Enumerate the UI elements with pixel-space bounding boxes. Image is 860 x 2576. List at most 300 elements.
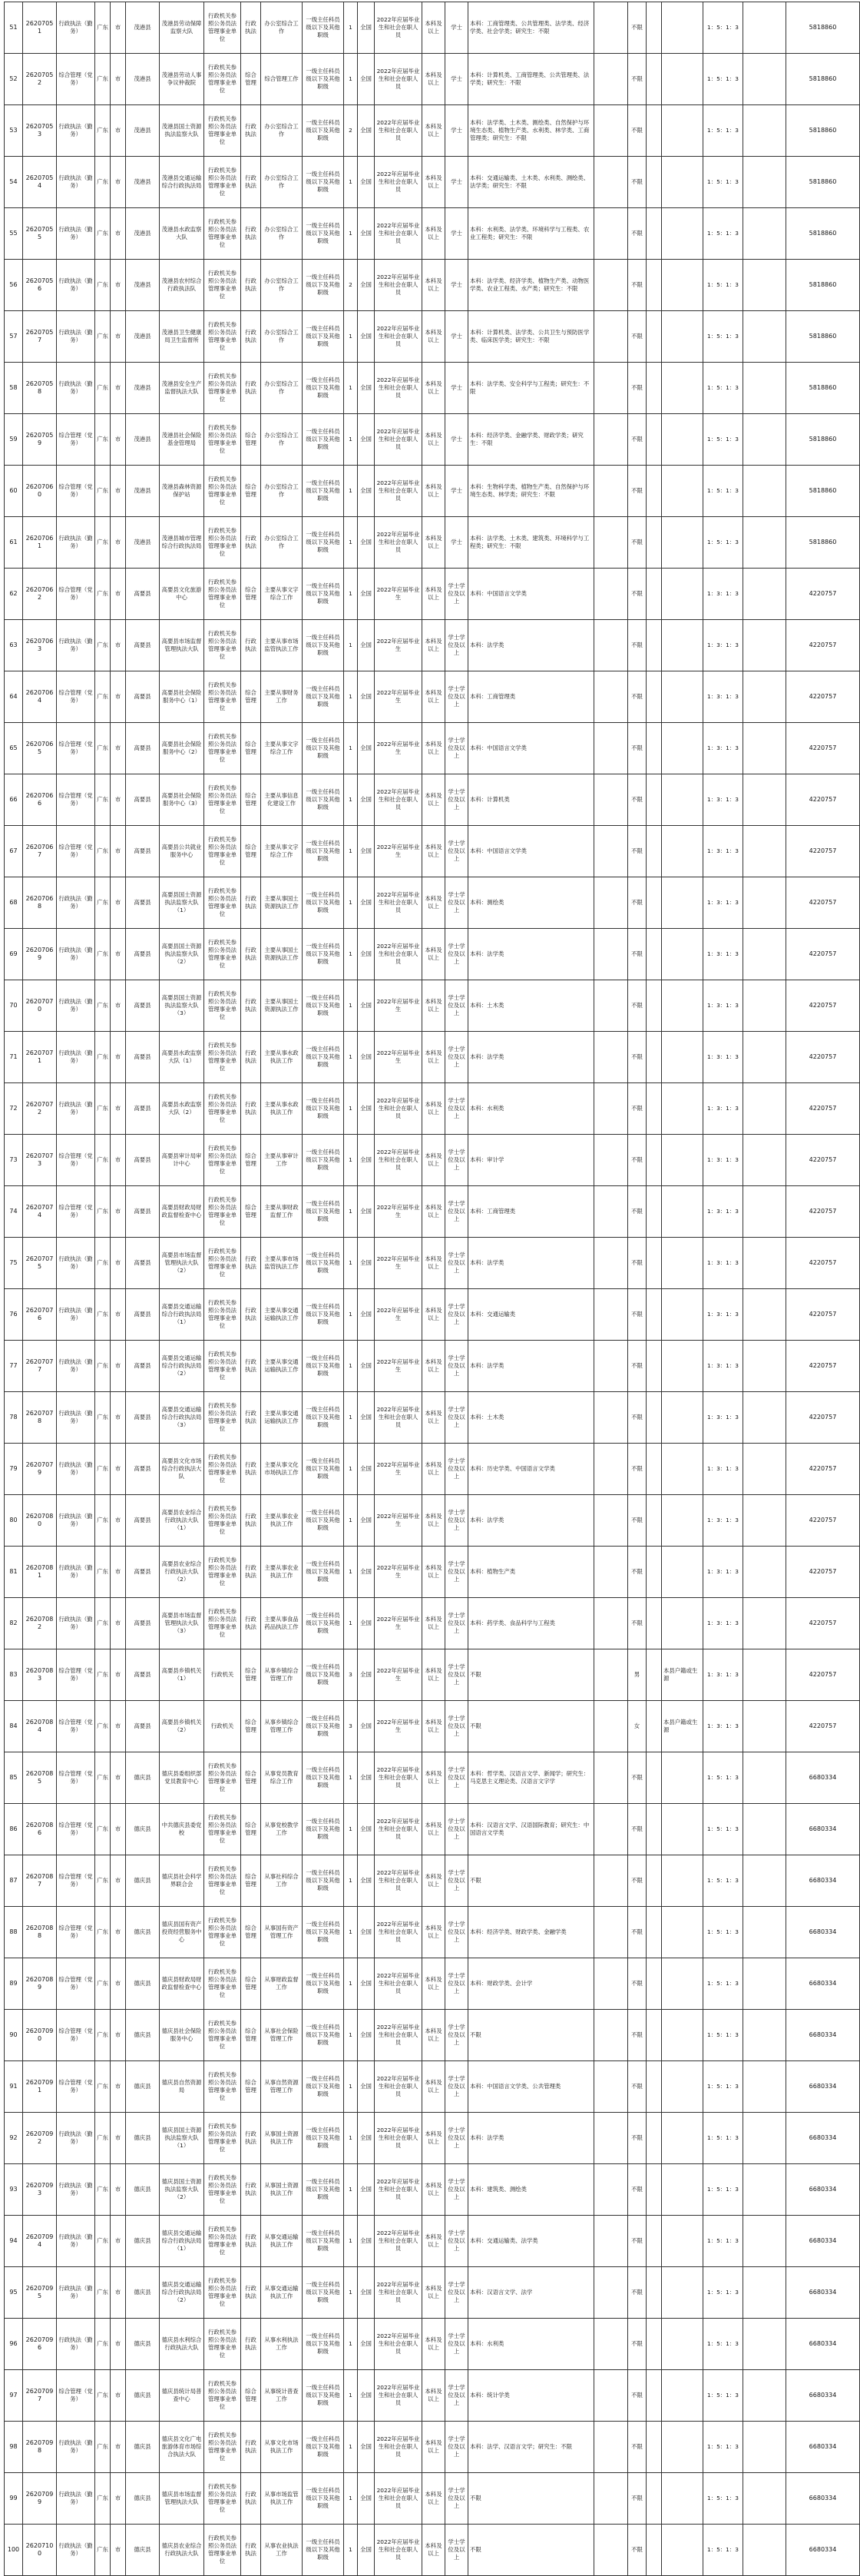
cell-recruit-scope: 全国 bbox=[358, 826, 375, 877]
cell-post-duties: 主要从事审计工作 bbox=[261, 1135, 303, 1186]
cell-other-requirement bbox=[594, 569, 628, 620]
cell-province: 广东 bbox=[95, 2010, 111, 2061]
cell-applicant-source: 2022年应届毕业生 bbox=[375, 1701, 422, 1752]
table-row bbox=[5, 2010, 860, 2061]
cell-post-duties: 主要从事财务工作 bbox=[261, 671, 303, 723]
cell-degree: 学士学位及以上 bbox=[445, 1289, 468, 1341]
cell-headcount: 1 bbox=[344, 877, 358, 929]
cell-post-duties: 从事乡镇综合管理工作 bbox=[261, 1701, 303, 1752]
cell-employer: 茂港县国土资源执法监察大队 bbox=[160, 105, 204, 157]
cell-age bbox=[647, 2061, 662, 2113]
cell-education: 本科及以上 bbox=[422, 1958, 445, 2010]
table-row bbox=[5, 2370, 860, 2422]
cell-headcount: 1 bbox=[344, 2164, 358, 2216]
table-row bbox=[5, 1135, 860, 1186]
cell-row-index: 73 bbox=[5, 1135, 23, 1186]
cell-row-index: 78 bbox=[5, 1392, 23, 1444]
cell-major-requirement: 不限 bbox=[468, 2525, 594, 2576]
cell-extra-note bbox=[743, 260, 786, 311]
cell-note bbox=[662, 414, 703, 466]
cell-post-type: 行政执法 bbox=[241, 311, 261, 363]
cell-post-duties: 主要从事水政执法工作 bbox=[261, 1083, 303, 1135]
cell-other-requirement bbox=[594, 2010, 628, 2061]
cell-post-type: 行政执法 bbox=[241, 363, 261, 414]
cell-gender: 不限 bbox=[628, 2010, 647, 2061]
cell-other-requirement bbox=[594, 1238, 628, 1289]
cell-post-duties: 从事党校教学工作 bbox=[261, 1804, 303, 1855]
cell-headcount: 1 bbox=[344, 671, 358, 723]
cell-degree: 学士 bbox=[445, 517, 468, 569]
cell-post-rank: 一级主任科员级以下及其他职级 bbox=[303, 774, 344, 826]
cell-note bbox=[662, 569, 703, 620]
cell-major-requirement: 本科：汉语言文学、法学 bbox=[468, 2267, 594, 2319]
table-row bbox=[5, 311, 860, 363]
cell-county: 德庆县 bbox=[126, 1752, 160, 1804]
cell-post-duties: 办公室综合工作 bbox=[261, 157, 303, 208]
cell-major-requirement: 本科：法学类 bbox=[468, 1495, 594, 1547]
cell-post-category: 行政执法（勤务） bbox=[57, 2113, 95, 2164]
cell-post-type: 综合管理 bbox=[241, 1855, 261, 1907]
cell-level: 市 bbox=[111, 1598, 126, 1649]
cell-exam-ratio: 1：3：1：3 bbox=[703, 1289, 743, 1341]
cell-recruit-scope: 全国 bbox=[358, 1649, 375, 1701]
cell-post-duties: 主要从事文化市场执法工作 bbox=[261, 1444, 303, 1495]
cell-note bbox=[662, 1495, 703, 1547]
cell-post-duties: 主要从事国土资源执法工作 bbox=[261, 980, 303, 1032]
cell-degree: 学士学位及以上 bbox=[445, 1855, 468, 1907]
cell-other-requirement bbox=[594, 2422, 628, 2473]
cell-employer: 高要县文化市场综合行政执法大队 bbox=[160, 1444, 204, 1495]
cell-headcount: 1 bbox=[344, 1855, 358, 1907]
cell-post-type: 行政执法 bbox=[241, 2164, 261, 2216]
cell-major-requirement: 本科：经济学类、财政学类、金融学类 bbox=[468, 1907, 594, 1958]
cell-post-code: 26207100 bbox=[23, 2525, 57, 2576]
cell-major-requirement: 本科：中国语言文学类、公共管理类 bbox=[468, 2061, 594, 2113]
cell-applicant-source: 2022年应届毕业生和社会在职人员 bbox=[375, 877, 422, 929]
cell-age bbox=[647, 2, 662, 54]
cell-headcount: 1 bbox=[344, 1135, 358, 1186]
cell-headcount: 1 bbox=[344, 54, 358, 105]
cell-extra-note bbox=[743, 1495, 786, 1547]
cell-contact-phone: 4220757 bbox=[786, 1289, 860, 1341]
cell-other-requirement bbox=[594, 2319, 628, 2370]
cell-extra-note bbox=[743, 1083, 786, 1135]
cell-education: 本科及以上 bbox=[422, 1083, 445, 1135]
cell-row-index: 75 bbox=[5, 1238, 23, 1289]
cell-major-requirement: 本科：法学类、土木类、测绘类、自然保护与环境生态类、植物生产类、水利类、林学类、工商管理类；研究生：不限 bbox=[468, 105, 594, 157]
cell-row-index: 70 bbox=[5, 980, 23, 1032]
cell-province: 广东 bbox=[95, 1701, 111, 1752]
cell-recruit-scope: 全国 bbox=[358, 208, 375, 260]
cell-post-code: 26207064 bbox=[23, 671, 57, 723]
cell-headcount: 1 bbox=[344, 1958, 358, 2010]
cell-note bbox=[662, 1598, 703, 1649]
cell-post-duties: 办公室综合工作 bbox=[261, 363, 303, 414]
cell-contact-phone: 4220757 bbox=[786, 1135, 860, 1186]
cell-extra-note bbox=[743, 2525, 786, 2576]
cell-recruit-scope: 全国 bbox=[358, 1392, 375, 1444]
cell-headcount: 1 bbox=[344, 1752, 358, 1804]
cell-contact-phone: 4220757 bbox=[786, 980, 860, 1032]
cell-age bbox=[647, 1958, 662, 2010]
cell-gender: 不限 bbox=[628, 1135, 647, 1186]
cell-contact-phone: 5818860 bbox=[786, 208, 860, 260]
cell-age bbox=[647, 774, 662, 826]
cell-applicant-source: 2022年应届毕业生和社会在职人员 bbox=[375, 1083, 422, 1135]
cell-post-rank: 一级主任科员级以下及其他职级 bbox=[303, 2319, 344, 2370]
cell-post-duties: 从事财政监督工作 bbox=[261, 1958, 303, 2010]
cell-age bbox=[647, 1804, 662, 1855]
cell-post-rank: 一级主任科员级以下及其他职级 bbox=[303, 1392, 344, 1444]
cell-extra-note bbox=[743, 2061, 786, 2113]
cell-contact-phone: 6680334 bbox=[786, 1752, 860, 1804]
cell-contact-phone: 6680334 bbox=[786, 2010, 860, 2061]
cell-applicant-source: 2022年应届毕业生 bbox=[375, 1444, 422, 1495]
cell-note bbox=[662, 157, 703, 208]
cell-row-index: 92 bbox=[5, 2113, 23, 2164]
cell-exam-ratio: 1：3：1：3 bbox=[703, 774, 743, 826]
cell-note bbox=[662, 774, 703, 826]
cell-post-rank: 一级主任科员级以下及其他职级 bbox=[303, 2473, 344, 2525]
cell-contact-phone: 6680334 bbox=[786, 2061, 860, 2113]
cell-exam-ratio: 1：5：1：3 bbox=[703, 2, 743, 54]
cell-degree: 学士 bbox=[445, 466, 468, 517]
cell-gender: 不限 bbox=[628, 1598, 647, 1649]
cell-degree: 学士学位及以上 bbox=[445, 1392, 468, 1444]
cell-extra-note bbox=[743, 826, 786, 877]
cell-employer: 茂港县交通运输综合行政执法局 bbox=[160, 157, 204, 208]
cell-level: 市 bbox=[111, 2525, 126, 2576]
cell-other-requirement bbox=[594, 2525, 628, 2576]
cell-employer: 高要县水政监察大队（1） bbox=[160, 1032, 204, 1083]
cell-employer-type: 行政机关参照公务员法管理事业单位 bbox=[204, 1752, 241, 1804]
cell-employer-type: 行政机关参照公务员法管理事业单位 bbox=[204, 1855, 241, 1907]
cell-row-index: 95 bbox=[5, 2267, 23, 2319]
cell-note bbox=[662, 2267, 703, 2319]
cell-degree: 学士学位及以上 bbox=[445, 826, 468, 877]
cell-employer: 德庆县市场监督管理执法大队 bbox=[160, 2473, 204, 2525]
cell-row-index: 100 bbox=[5, 2525, 23, 2576]
cell-exam-ratio: 1：3：1：3 bbox=[703, 1649, 743, 1701]
cell-province: 广东 bbox=[95, 1392, 111, 1444]
cell-major-requirement: 本科：计算机类 bbox=[468, 774, 594, 826]
cell-major-requirement: 本科：历史学类、中国语言文学类 bbox=[468, 1444, 594, 1495]
cell-post-duties: 办公室综合工作 bbox=[261, 414, 303, 466]
table-row bbox=[5, 2061, 860, 2113]
cell-post-type: 综合管理 bbox=[241, 414, 261, 466]
cell-recruit-scope: 全国 bbox=[358, 1444, 375, 1495]
cell-post-code: 26207058 bbox=[23, 363, 57, 414]
cell-exam-ratio: 1：3：1：3 bbox=[703, 1032, 743, 1083]
cell-extra-note bbox=[743, 517, 786, 569]
cell-major-requirement: 本科：水利类 bbox=[468, 1083, 594, 1135]
cell-applicant-source: 2022年应届毕业生 bbox=[375, 1186, 422, 1238]
cell-post-category: 行政执法（勤务） bbox=[57, 1289, 95, 1341]
cell-level: 市 bbox=[111, 414, 126, 466]
cell-recruit-scope: 全国 bbox=[358, 1804, 375, 1855]
cell-note bbox=[662, 1032, 703, 1083]
cell-recruit-scope: 全国 bbox=[358, 54, 375, 105]
cell-gender: 不限 bbox=[628, 2113, 647, 2164]
cell-applicant-source: 2022年应届毕业生和社会在职人员 bbox=[375, 2267, 422, 2319]
cell-recruit-scope: 全国 bbox=[358, 363, 375, 414]
cell-gender: 不限 bbox=[628, 877, 647, 929]
cell-recruit-scope: 全国 bbox=[358, 1598, 375, 1649]
cell-gender: 不限 bbox=[628, 260, 647, 311]
cell-degree: 学士学位及以上 bbox=[445, 2422, 468, 2473]
cell-other-requirement bbox=[594, 1135, 628, 1186]
cell-education: 本科及以上 bbox=[422, 260, 445, 311]
cell-gender: 不限 bbox=[628, 2473, 647, 2525]
cell-applicant-source: 2022年应届毕业生 bbox=[375, 1598, 422, 1649]
cell-gender: 不限 bbox=[628, 1444, 647, 1495]
cell-degree: 学士学位及以上 bbox=[445, 1649, 468, 1701]
cell-gender: 不限 bbox=[628, 1804, 647, 1855]
cell-applicant-source: 2022年应届毕业生 bbox=[375, 1547, 422, 1598]
cell-degree: 学士 bbox=[445, 208, 468, 260]
table-row bbox=[5, 2, 860, 54]
cell-gender: 不限 bbox=[628, 929, 647, 980]
table-row bbox=[5, 723, 860, 774]
cell-employer: 茂港县农村综合行政执法队 bbox=[160, 260, 204, 311]
cell-level: 市 bbox=[111, 54, 126, 105]
table-row bbox=[5, 2422, 860, 2473]
cell-post-type: 行政执法 bbox=[241, 620, 261, 671]
cell-level: 市 bbox=[111, 2422, 126, 2473]
cell-county: 德庆县 bbox=[126, 1907, 160, 1958]
cell-exam-ratio: 1：3：1：3 bbox=[703, 1701, 743, 1752]
cell-gender: 不限 bbox=[628, 2164, 647, 2216]
cell-age bbox=[647, 208, 662, 260]
cell-post-type: 综合管理 bbox=[241, 1135, 261, 1186]
cell-employer-type: 行政机关参照公务员法管理事业单位 bbox=[204, 826, 241, 877]
cell-post-duties: 主要从事文字综合工作 bbox=[261, 723, 303, 774]
cell-contact-phone: 5818860 bbox=[786, 414, 860, 466]
cell-employer: 高要县农业综合行政执法大队（1） bbox=[160, 1495, 204, 1547]
cell-other-requirement bbox=[594, 1958, 628, 2010]
cell-employer: 德庆县社会保险服务中心 bbox=[160, 2010, 204, 2061]
cell-recruit-scope: 全国 bbox=[358, 2319, 375, 2370]
cell-headcount: 1 bbox=[344, 466, 358, 517]
cell-extra-note bbox=[743, 363, 786, 414]
cell-other-requirement bbox=[594, 1392, 628, 1444]
cell-employer-type: 行政机关参照公务员法管理事业单位 bbox=[204, 260, 241, 311]
cell-exam-ratio: 1：5：1：3 bbox=[703, 2216, 743, 2267]
cell-headcount: 1 bbox=[344, 363, 358, 414]
cell-post-category: 综合管理（党务） bbox=[57, 774, 95, 826]
cell-row-index: 54 bbox=[5, 157, 23, 208]
cell-extra-note bbox=[743, 671, 786, 723]
cell-exam-ratio: 1：5：1：3 bbox=[703, 311, 743, 363]
cell-post-category: 综合管理（党务） bbox=[57, 1701, 95, 1752]
table-row bbox=[5, 1083, 860, 1135]
cell-post-category: 综合管理（党务） bbox=[57, 2370, 95, 2422]
cell-contact-phone: 4220757 bbox=[786, 929, 860, 980]
cell-post-type: 综合管理 bbox=[241, 723, 261, 774]
cell-post-rank: 一级主任科员级以下及其他职级 bbox=[303, 1495, 344, 1547]
cell-post-duties: 从事市场监管执法工作 bbox=[261, 2473, 303, 2525]
cell-post-code: 26207087 bbox=[23, 1855, 57, 1907]
cell-employer: 高要县社会保险服务中心（1） bbox=[160, 671, 204, 723]
cell-employer: 茂港县卫生健康局卫生监督所 bbox=[160, 311, 204, 363]
cell-other-requirement bbox=[594, 517, 628, 569]
cell-post-rank: 一级主任科员级以下及其他职级 bbox=[303, 2422, 344, 2473]
cell-province: 广东 bbox=[95, 1289, 111, 1341]
cell-county: 德庆县 bbox=[126, 2061, 160, 2113]
cell-degree: 学士学位及以上 bbox=[445, 980, 468, 1032]
cell-contact-phone: 4220757 bbox=[786, 1701, 860, 1752]
cell-other-requirement bbox=[594, 1598, 628, 1649]
cell-note bbox=[662, 2319, 703, 2370]
cell-age bbox=[647, 1907, 662, 1958]
cell-other-requirement bbox=[594, 2113, 628, 2164]
cell-gender: 不限 bbox=[628, 208, 647, 260]
cell-employer-type: 行政机关参照公务员法管理事业单位 bbox=[204, 2061, 241, 2113]
cell-contact-phone: 6680334 bbox=[786, 2473, 860, 2525]
cell-age bbox=[647, 105, 662, 157]
cell-note bbox=[662, 980, 703, 1032]
cell-major-requirement: 本科：交通运输类 bbox=[468, 1289, 594, 1341]
cell-post-type: 综合管理 bbox=[241, 1649, 261, 1701]
cell-recruit-scope: 全国 bbox=[358, 1701, 375, 1752]
cell-recruit-scope: 全国 bbox=[358, 1341, 375, 1392]
cell-exam-ratio: 1：5：1：3 bbox=[703, 157, 743, 208]
cell-extra-note bbox=[743, 414, 786, 466]
cell-employer: 茂港县劳动人事争议仲裁院 bbox=[160, 54, 204, 105]
cell-post-rank: 一级主任科员级以下及其他职级 bbox=[303, 2010, 344, 2061]
cell-post-category: 综合管理（党务） bbox=[57, 466, 95, 517]
cell-post-rank: 一级主任科员级以下及其他职级 bbox=[303, 2216, 344, 2267]
cell-gender: 不限 bbox=[628, 1907, 647, 1958]
cell-other-requirement bbox=[594, 1444, 628, 1495]
cell-row-index: 71 bbox=[5, 1032, 23, 1083]
cell-province: 广东 bbox=[95, 54, 111, 105]
cell-post-category: 行政执法（勤务） bbox=[57, 929, 95, 980]
cell-applicant-source: 2022年应届毕业生 bbox=[375, 1238, 422, 1289]
cell-row-index: 79 bbox=[5, 1444, 23, 1495]
cell-age bbox=[647, 1701, 662, 1752]
cell-other-requirement bbox=[594, 620, 628, 671]
cell-post-duties: 主要从事市场监管执法工作 bbox=[261, 620, 303, 671]
table-row bbox=[5, 1186, 860, 1238]
cell-post-rank: 一级主任科员级以下及其他职级 bbox=[303, 363, 344, 414]
cell-post-category: 综合管理（党务） bbox=[57, 1958, 95, 2010]
cell-post-type: 行政执法 bbox=[241, 1495, 261, 1547]
cell-level: 市 bbox=[111, 929, 126, 980]
cell-post-duties: 主要从事交通运输执法工作 bbox=[261, 1289, 303, 1341]
cell-exam-ratio: 1：5：1：3 bbox=[703, 1752, 743, 1804]
cell-province: 广东 bbox=[95, 105, 111, 157]
cell-other-requirement bbox=[594, 1649, 628, 1701]
cell-province: 广东 bbox=[95, 1958, 111, 2010]
cell-headcount: 1 bbox=[344, 208, 358, 260]
cell-major-requirement: 不限 bbox=[468, 1701, 594, 1752]
cell-extra-note bbox=[743, 774, 786, 826]
cell-post-rank: 一级主任科员级以下及其他职级 bbox=[303, 929, 344, 980]
cell-extra-note bbox=[743, 1135, 786, 1186]
cell-education: 本科及以上 bbox=[422, 723, 445, 774]
cell-applicant-source: 2022年应届毕业生和社会在职人员 bbox=[375, 2422, 422, 2473]
table-row bbox=[5, 1032, 860, 1083]
cell-row-index: 87 bbox=[5, 1855, 23, 1907]
cell-row-index: 83 bbox=[5, 1649, 23, 1701]
cell-exam-ratio: 1：3：1：3 bbox=[703, 1547, 743, 1598]
cell-education: 本科及以上 bbox=[422, 2319, 445, 2370]
cell-level: 市 bbox=[111, 1804, 126, 1855]
cell-headcount: 3 bbox=[344, 1701, 358, 1752]
cell-exam-ratio: 1：3：1：3 bbox=[703, 1495, 743, 1547]
cell-province: 广东 bbox=[95, 208, 111, 260]
cell-county: 高要县 bbox=[126, 1649, 160, 1701]
cell-degree: 学士学位及以上 bbox=[445, 2525, 468, 2576]
cell-employer-type: 行政机关参照公务员法管理事业单位 bbox=[204, 1495, 241, 1547]
cell-post-category: 综合管理（党务） bbox=[57, 1907, 95, 1958]
cell-exam-ratio: 1：5：1：3 bbox=[703, 414, 743, 466]
cell-employer-type: 行政机关 bbox=[204, 1649, 241, 1701]
cell-recruit-scope: 全国 bbox=[358, 620, 375, 671]
cell-education: 本科及以上 bbox=[422, 569, 445, 620]
table-row bbox=[5, 1289, 860, 1341]
cell-education: 本科及以上 bbox=[422, 2216, 445, 2267]
cell-major-requirement: 本科：交通运输类、土木类、水利类、测绘类、法学类；研究生：不限 bbox=[468, 157, 594, 208]
cell-note bbox=[662, 311, 703, 363]
cell-education: 本科及以上 bbox=[422, 980, 445, 1032]
cell-post-category: 行政执法（勤务） bbox=[57, 2525, 95, 2576]
cell-headcount: 1 bbox=[344, 1186, 358, 1238]
cell-note bbox=[662, 2113, 703, 2164]
cell-recruit-scope: 全国 bbox=[358, 2061, 375, 2113]
cell-post-duties: 从事社会保险管理工作 bbox=[261, 2010, 303, 2061]
cell-row-index: 72 bbox=[5, 1083, 23, 1135]
cell-contact-phone: 4220757 bbox=[786, 1547, 860, 1598]
cell-employer: 高要县国土资源执法监察大队（1） bbox=[160, 877, 204, 929]
cell-gender: 不限 bbox=[628, 105, 647, 157]
cell-age bbox=[647, 54, 662, 105]
cell-contact-phone: 6680334 bbox=[786, 2370, 860, 2422]
cell-employer: 德庆县国土资源执法监察大队（2） bbox=[160, 2164, 204, 2216]
cell-gender: 不限 bbox=[628, 2216, 647, 2267]
cell-row-index: 52 bbox=[5, 54, 23, 105]
cell-employer-type: 行政机关参照公务员法管理事业单位 bbox=[204, 1238, 241, 1289]
cell-exam-ratio: 1：3：1：3 bbox=[703, 620, 743, 671]
cell-post-type: 行政执法 bbox=[241, 1598, 261, 1649]
cell-gender: 不限 bbox=[628, 311, 647, 363]
cell-extra-note bbox=[743, 157, 786, 208]
cell-contact-phone: 6680334 bbox=[786, 2267, 860, 2319]
cell-contact-phone: 5818860 bbox=[786, 157, 860, 208]
cell-post-duties: 主要从事食品药品执法工作 bbox=[261, 1598, 303, 1649]
cell-post-code: 26207075 bbox=[23, 1238, 57, 1289]
cell-employer-type: 行政机关参照公务员法管理事业单位 bbox=[204, 877, 241, 929]
cell-county: 茂港县 bbox=[126, 517, 160, 569]
cell-extra-note bbox=[743, 1186, 786, 1238]
cell-post-category: 综合管理（党务） bbox=[57, 569, 95, 620]
cell-level: 市 bbox=[111, 1547, 126, 1598]
cell-other-requirement bbox=[594, 260, 628, 311]
cell-other-requirement bbox=[594, 2473, 628, 2525]
cell-extra-note bbox=[743, 105, 786, 157]
cell-degree: 学士学位及以上 bbox=[445, 1958, 468, 2010]
cell-post-category: 综合管理（党务） bbox=[57, 54, 95, 105]
cell-exam-ratio: 1：5：1：3 bbox=[703, 363, 743, 414]
cell-education: 本科及以上 bbox=[422, 2061, 445, 2113]
cell-employer: 高要县乡镇机关（1） bbox=[160, 1649, 204, 1701]
table-row bbox=[5, 54, 860, 105]
cell-headcount: 1 bbox=[344, 2061, 358, 2113]
cell-note bbox=[662, 2473, 703, 2525]
cell-employer: 德庆县水利综合行政执法大队 bbox=[160, 2319, 204, 2370]
cell-post-duties: 从事水利执法工作 bbox=[261, 2319, 303, 2370]
